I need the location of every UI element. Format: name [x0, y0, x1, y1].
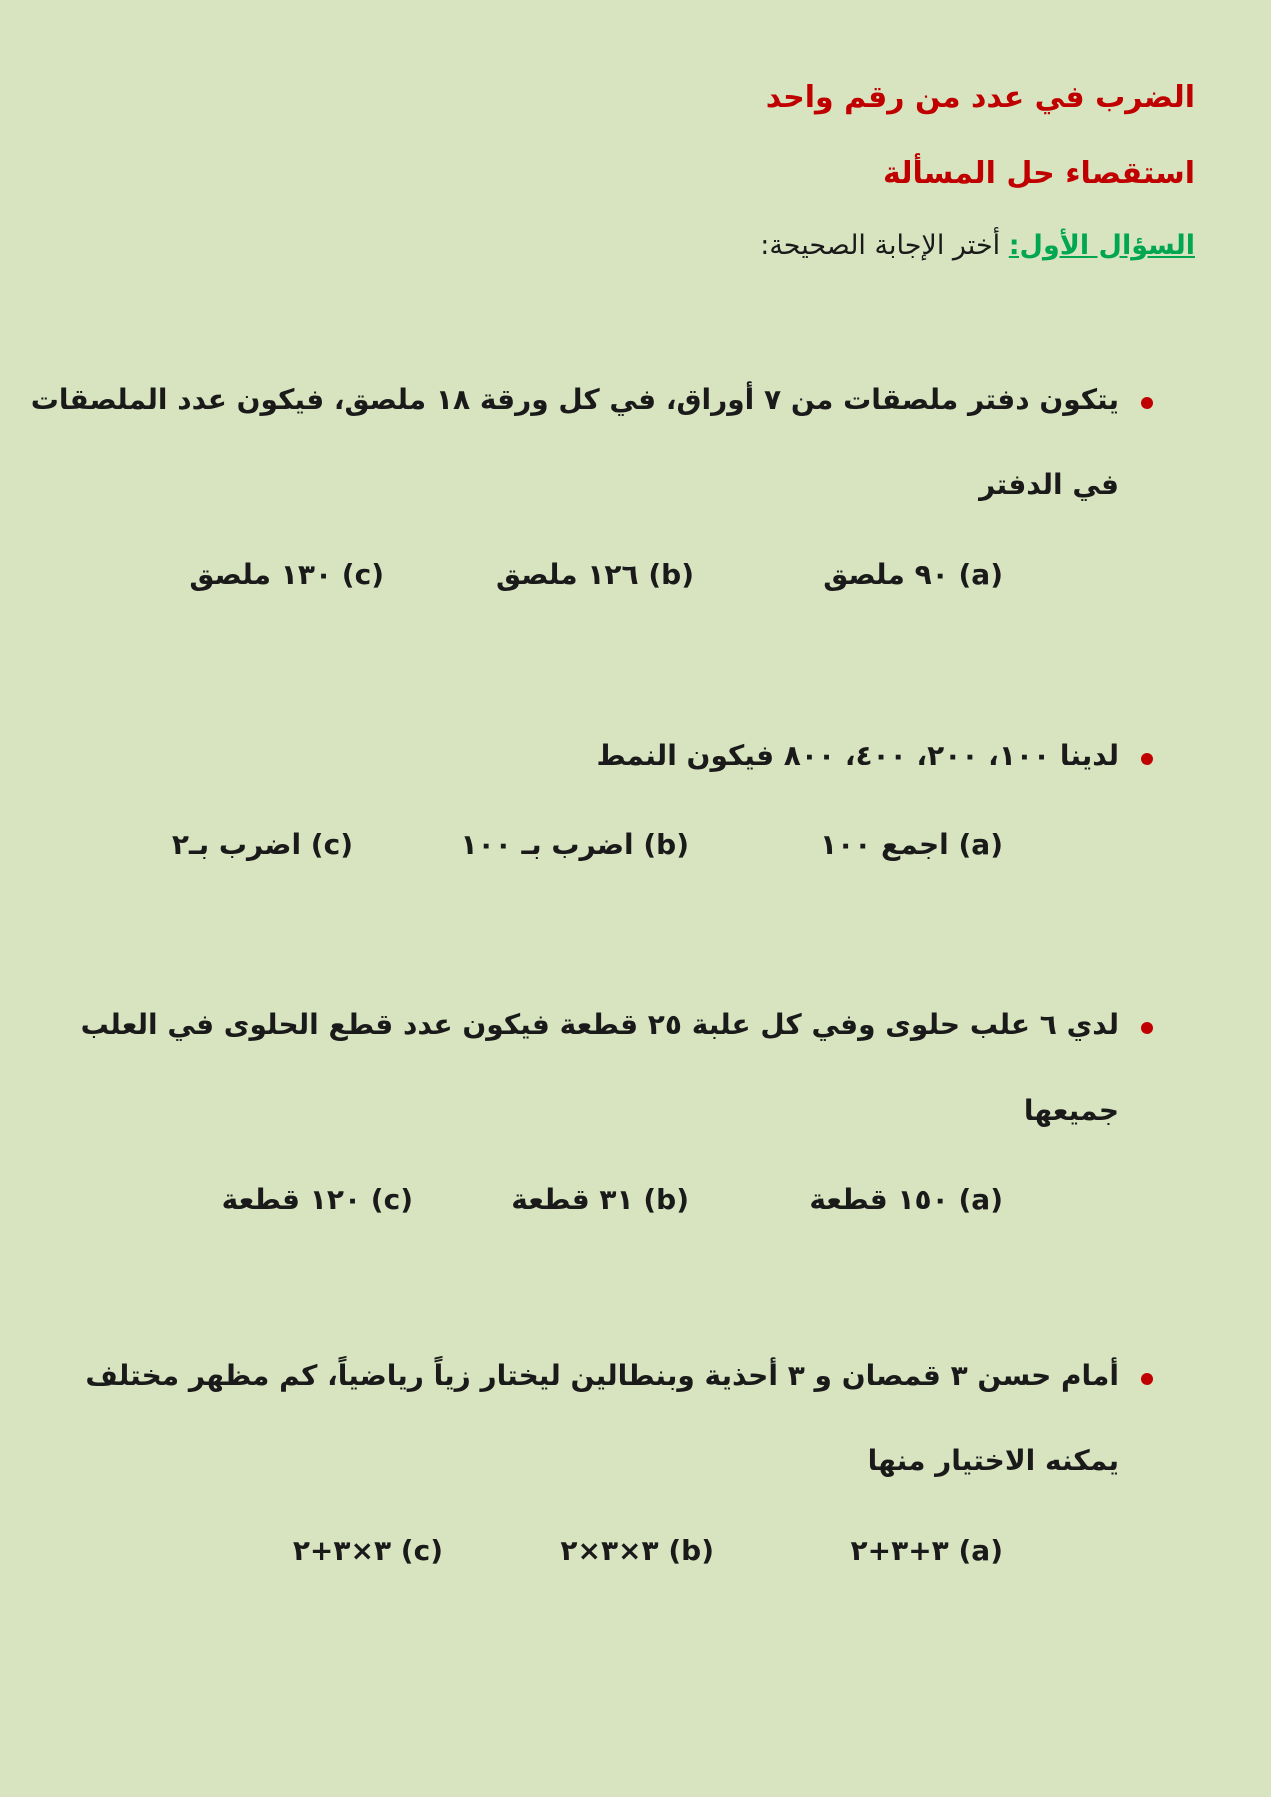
item-4-option-b[interactable] [560, 1534, 714, 1567]
option-text: اضرب بـ٢ [171, 828, 302, 861]
item-3-text-line2: جميعها [1023, 1094, 1119, 1127]
option-text: ٣١ قطعة [511, 1183, 634, 1216]
option-letter: (b) [643, 1183, 689, 1216]
item-1-option-b[interactable] [496, 558, 694, 591]
item-2-option-a[interactable] [820, 828, 1003, 861]
option-text: اضرب بـ ١٠٠ [460, 828, 634, 861]
item-3-text-line1: لدي ٦ علب حلوى وفي كل علبة ٢٥ قطعة فيكون عدد قطع الحلوى في العلب [80, 1008, 1119, 1041]
option-letter: (b) [648, 558, 694, 591]
option-text: ١٢٦ ملصق [495, 558, 639, 591]
item-1-text-line1: يتكون دفتر ملصقات من ٧ أوراق، في كل ورقة ١٨ ملصق، فيكون عدد الملصقات [30, 383, 1119, 416]
option-text: اجمع ١٠٠ [820, 828, 949, 861]
item-4-text-line2: يمكنه الاختيار منها [867, 1444, 1119, 1477]
option-text: ٩٠ ملصق [823, 558, 949, 591]
bullet-icon [1141, 1022, 1153, 1034]
item-4-option-c[interactable] [293, 1534, 443, 1567]
page-subtitle: استقصاء حل المسألة [883, 156, 1195, 191]
item-2-option-b[interactable] [461, 828, 689, 861]
item-2-text-line1: لدينا ١٠٠، ٢٠٠، ٤٠٠، ٨٠٠ فيكون النمط [596, 739, 1119, 772]
item-3-option-c[interactable] [222, 1183, 413, 1216]
item-1-option-c[interactable] [189, 558, 384, 591]
option-text: ٣×٣×٢ [560, 1534, 659, 1567]
option-text: ٣+٣+٢ [850, 1534, 949, 1567]
option-letter: (c) [341, 558, 384, 591]
item-4-text-line1: أمام حسن ٣ قمصان و ٣ أحذية وبنطالين ليختار زياً رياضياً، كم مظهر مختلف [85, 1359, 1119, 1392]
page-title: الضرب في عدد من رقم واحد [765, 80, 1195, 115]
option-letter: (a) [958, 1183, 1003, 1216]
option-letter: (c) [400, 1534, 443, 1567]
item-3-option-a[interactable] [809, 1183, 1003, 1216]
item-1-text-line2: في الدفتر [979, 468, 1119, 501]
option-letter: (c) [310, 828, 353, 861]
item-3-option-b[interactable] [511, 1183, 689, 1216]
item-4-option-a[interactable] [851, 1534, 1003, 1567]
question-label: السؤال الأول: [1008, 230, 1195, 261]
option-text: ١٥٠ قطعة [809, 1183, 949, 1216]
option-letter: (b) [643, 828, 689, 861]
bullet-icon [1141, 1373, 1153, 1385]
option-text: ٣×٣+٢ [292, 1534, 392, 1567]
option-letter: (a) [958, 828, 1003, 861]
bullet-icon [1141, 397, 1153, 409]
option-letter: (a) [958, 558, 1003, 591]
option-letter: (a) [958, 1534, 1003, 1567]
bullet-icon [1141, 753, 1153, 765]
question-heading [760, 230, 1195, 261]
item-1-option-a[interactable] [823, 558, 1003, 591]
option-text: ١٣٠ ملصق [189, 558, 333, 591]
option-text: ١٢٠ قطعة [221, 1183, 362, 1216]
question-instruction: أختر الإجابة الصحيحة: [760, 230, 1001, 261]
option-letter: (c) [370, 1183, 413, 1216]
item-2-option-c[interactable] [172, 828, 353, 861]
option-letter: (b) [668, 1534, 714, 1567]
